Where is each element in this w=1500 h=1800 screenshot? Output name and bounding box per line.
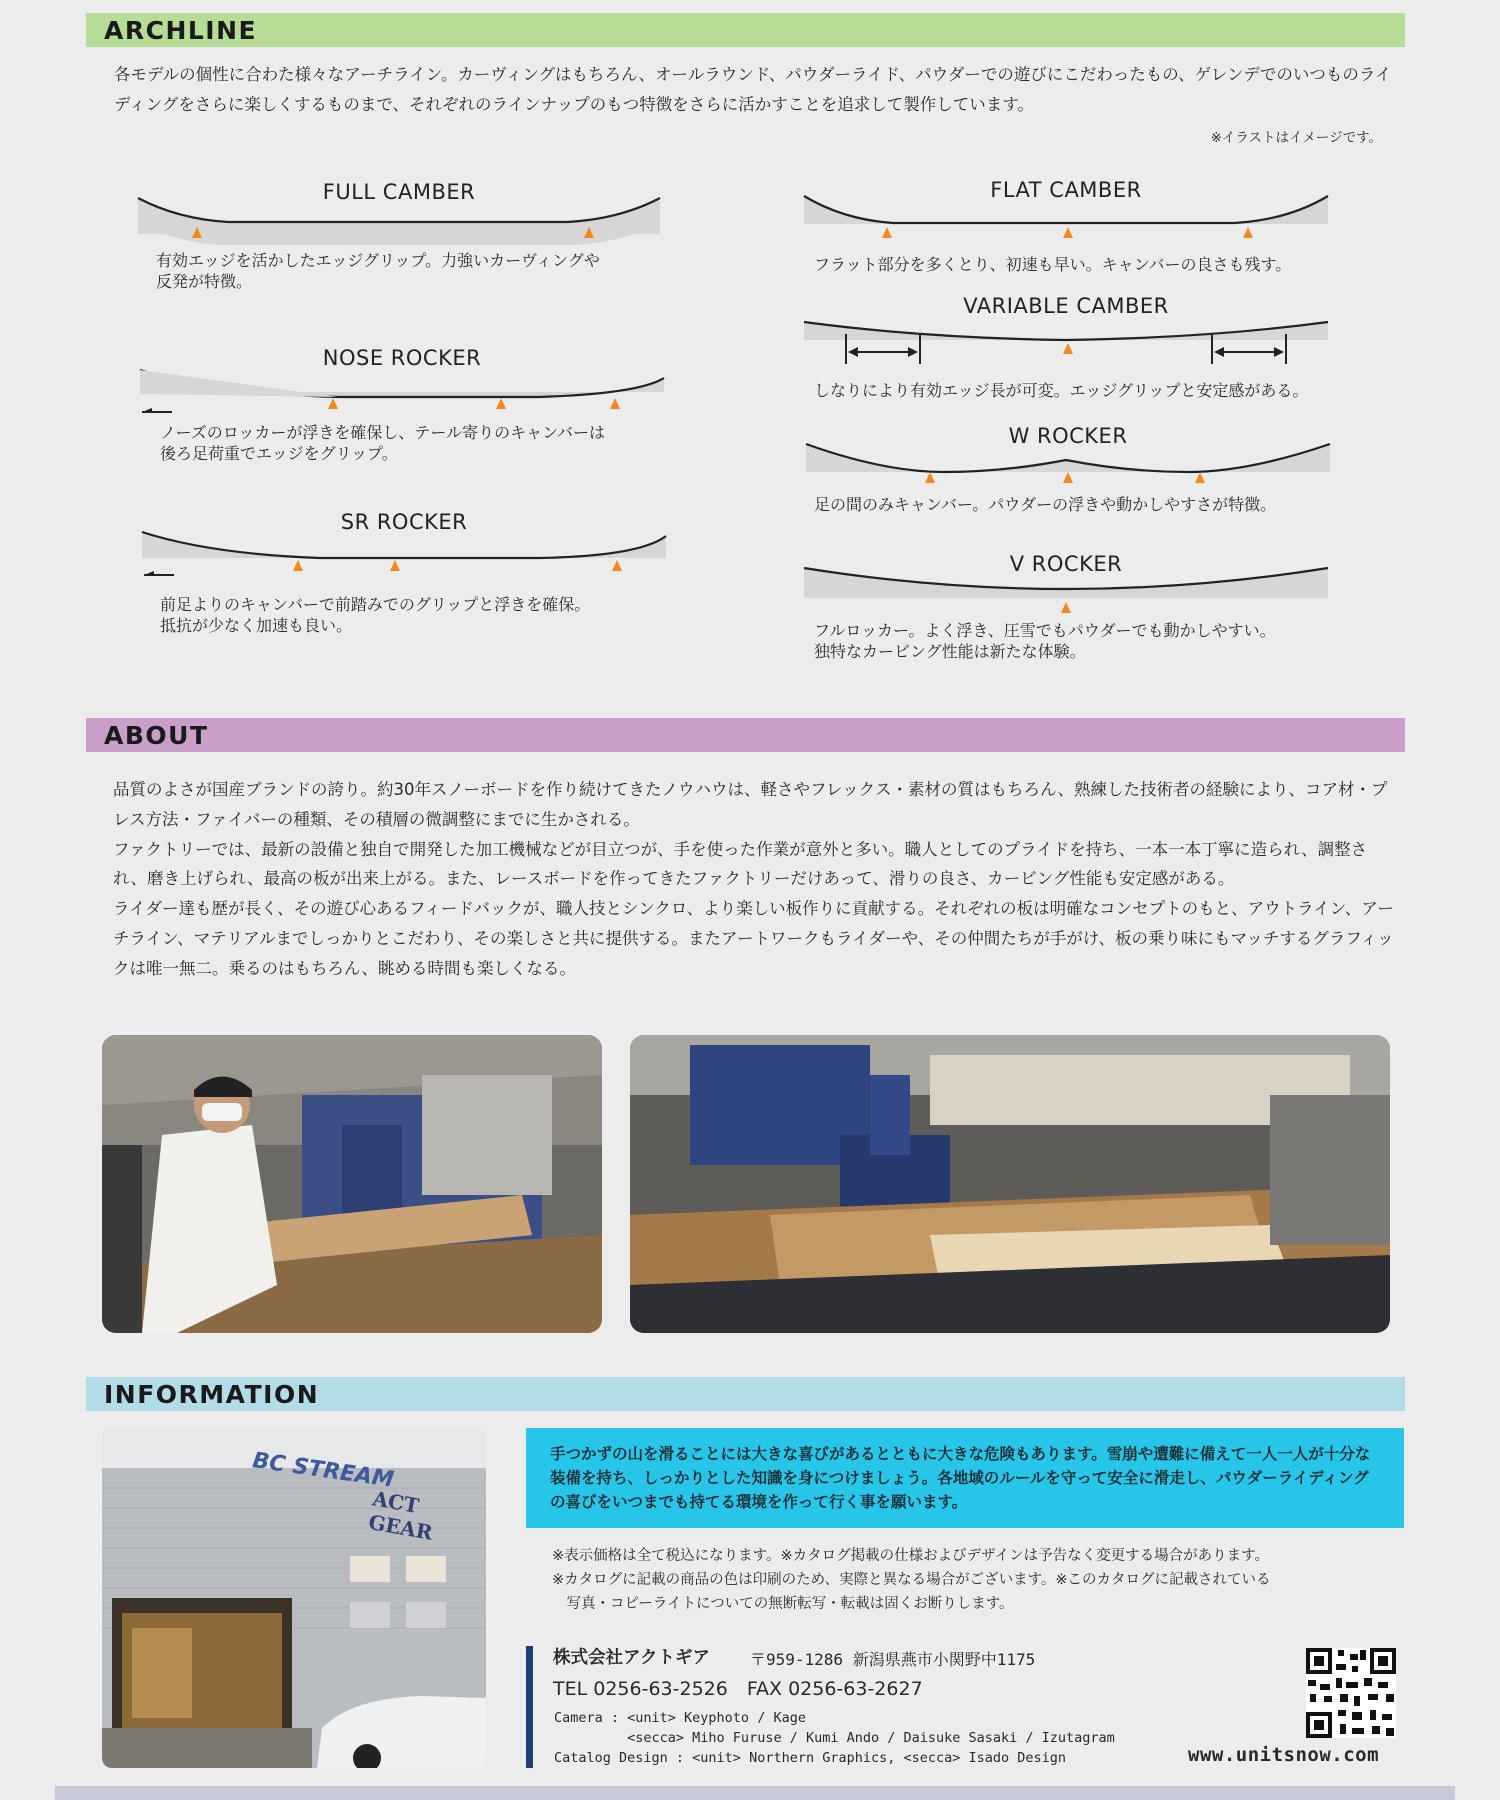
arch-nose-rocker xyxy=(138,344,666,469)
arch-desc-v-rocker: フルロッカー。よく浮き、圧雪でもパウダーでも動かしやすい。 独特なカービング性能は新たな体験。 xyxy=(814,621,1276,661)
information-header-band xyxy=(86,1377,1405,1411)
safety-notice: 手つかずの山を滑ることには大きな喜びがあるとともに大きな危険もあります。雪崩や遭難に備えて一人一人が十分な装備を持ち、しっかりとした知識を身につけましょう。各地域のルールを守って安全に滑走し、パウダーライディングの喜びをいつまでも持てる環境を作って行く事を願います。 xyxy=(526,1428,1404,1528)
factory-photo-worker xyxy=(102,1035,602,1333)
factory-photo-machine xyxy=(630,1035,1390,1333)
arch-w-rocker xyxy=(804,422,1332,522)
sr-rocker-diagram xyxy=(140,516,668,586)
arch-desc-flat-camber: フラット部分を多くとり、初速も早い。キャンバーの良さも残す。 xyxy=(814,255,1292,274)
arch-name-variable-camber: VARIABLE CAMBER xyxy=(963,294,1169,318)
arch-desc-nose-rocker: ノーズのロッカーが浮きを確保し、テール寄りのキャンバーは 後ろ足荷重でエッジをグリップ。 xyxy=(160,423,605,463)
company-accent-bar xyxy=(526,1646,533,1768)
arch-desc-variable-camber: しなりにより有効エッジ長が可変。エッジグリップと安定感がある。 xyxy=(814,381,1309,400)
arch-variable-camber xyxy=(804,292,1328,402)
arch-full-camber xyxy=(138,178,660,298)
company-name: 株式会社アクトギア xyxy=(553,1648,710,1668)
arch-name-nose-rocker: NOSE ROCKER xyxy=(322,346,482,370)
flat-camber-diagram xyxy=(804,190,1328,250)
sign-act-gear: ACT GEAR xyxy=(366,1486,435,1545)
w-rocker-diagram xyxy=(804,432,1332,492)
arch-name-w-rocker: W ROCKER xyxy=(1008,424,1128,448)
full-camber-diagram xyxy=(138,190,660,250)
arch-desc-w-rocker: 足の間のみキャンバー。パウダーの浮きや動かしやすさが特徴。 xyxy=(814,495,1277,514)
arch-name-v-rocker: V ROCKER xyxy=(1009,552,1123,576)
company-tel-fax: TEL 0256-63-2526 FAX 0256-63-2627 xyxy=(553,1678,923,1700)
arch-desc-sr-rocker: 前足よりのキャンバーで前踏みでのグリップと浮きを確保。 抵抗が少なく加速も良い。 xyxy=(160,595,591,635)
arch-sr-rocker xyxy=(140,508,668,638)
photo-design-credits: Camera : <unit> Keyphoto / Kage <secca> Miho Furuse / Kumi Ando / Daisuke Sasaki / Izutagram Catalog Design : <unit> Northern Graphics, <secca> Isado Design xyxy=(554,1710,1115,1766)
about-body-text: 品質のよさが国産ブランドの誇り。約30年スノーボードを作り続けてきたノウハウは、軽さやフレックス・素材の質はもちろん、熟練した技術者の経験により、コア材・プレス方法・ファイバーの種類、その積層の微調整にまでに生かされる。 ファクトリーでは、最新の設備と独自で開発した加工機械などが目立つが、手を使った作業が意外と多い。職人としてのプライドを持ち、一本一本丁寧に造られ、調整され、磨き上げられ、最高の板が出来上がる。また、レースボードを作ってきたファクトリーだけあって、滑りの良さ、カービング性能も安定感がある。 ライダー達も歴が長く、その遊び心あるフィードバックが、職人技とシンクロ、より楽しい板作りに貢献する。それぞれの板は明確なコンセプトのもと、アウトライン、アーチライン、マテリアルまでしっかりとこだわり、その楽しさと共に提供する。またアートワークもライダーや、その仲間たちが手がけ、板の乗り味にもマッチするグラフィックは唯一無二。乗るのはもちろん、眺める時間も楽しくなる。 xyxy=(113,780,1394,978)
arch-name-full-camber: FULL CAMBER xyxy=(322,180,476,204)
nose-rocker-diagram xyxy=(138,352,666,422)
website-link[interactable]: www.unitsnow.com xyxy=(1188,1744,1380,1766)
arch-flat-camber xyxy=(804,176,1328,276)
company-address: 〒959-1286 新潟県燕市小関野中1175 xyxy=(750,1650,1036,1669)
fine-print: ※表示価格は全て税込になります。※カタログ掲載の仕様およびデザインは予告なく変更する場合があります。 ※カタログに記載の商品の色は印刷のため、実際と異なる場合がございます。※このカタログに記載されている 写真・コピーライトについての無断転写・転載は固くお断りします。 xyxy=(552,1548,1271,1612)
archline-header-band xyxy=(86,13,1405,47)
variable-camber-diagram xyxy=(804,300,1328,370)
arch-name-sr-rocker: SR ROCKER xyxy=(340,510,468,534)
illustration-note: ※イラストはイメージです。 xyxy=(1210,130,1382,146)
about-body xyxy=(113,775,1398,984)
qr-code-icon[interactable] xyxy=(1306,1648,1396,1738)
information-heading: INFORMATION xyxy=(104,1380,320,1409)
building-photo xyxy=(102,1428,486,1768)
arch-v-rocker xyxy=(804,550,1328,670)
v-rocker-diagram xyxy=(804,560,1328,620)
about-heading: ABOUT xyxy=(104,721,209,750)
arch-desc-full-camber: 有効エッジを活かしたエッジグリップ。力強いカーヴィングや 反発が特徴。 xyxy=(156,251,600,291)
archline-heading: ARCHLINE xyxy=(104,16,258,45)
arch-name-flat-camber: FLAT CAMBER xyxy=(990,178,1142,202)
sign-bc-stream: BC STREAM xyxy=(250,1448,396,1493)
about-header-band xyxy=(86,718,1405,752)
footer-bar xyxy=(55,1786,1455,1800)
archline-intro: 各モデルの個性に合わた様々なアーチライン。カーヴィングはもちろん、オールラウンド、パウダーライド、パウダーでの遊びにこだわったもの、ゲレンデでのいつものライディングをさらに楽しくするものまで、それぞれのラインナップのもつ特徴をさらに活かすことを追求して製作しています。 xyxy=(114,65,1392,114)
